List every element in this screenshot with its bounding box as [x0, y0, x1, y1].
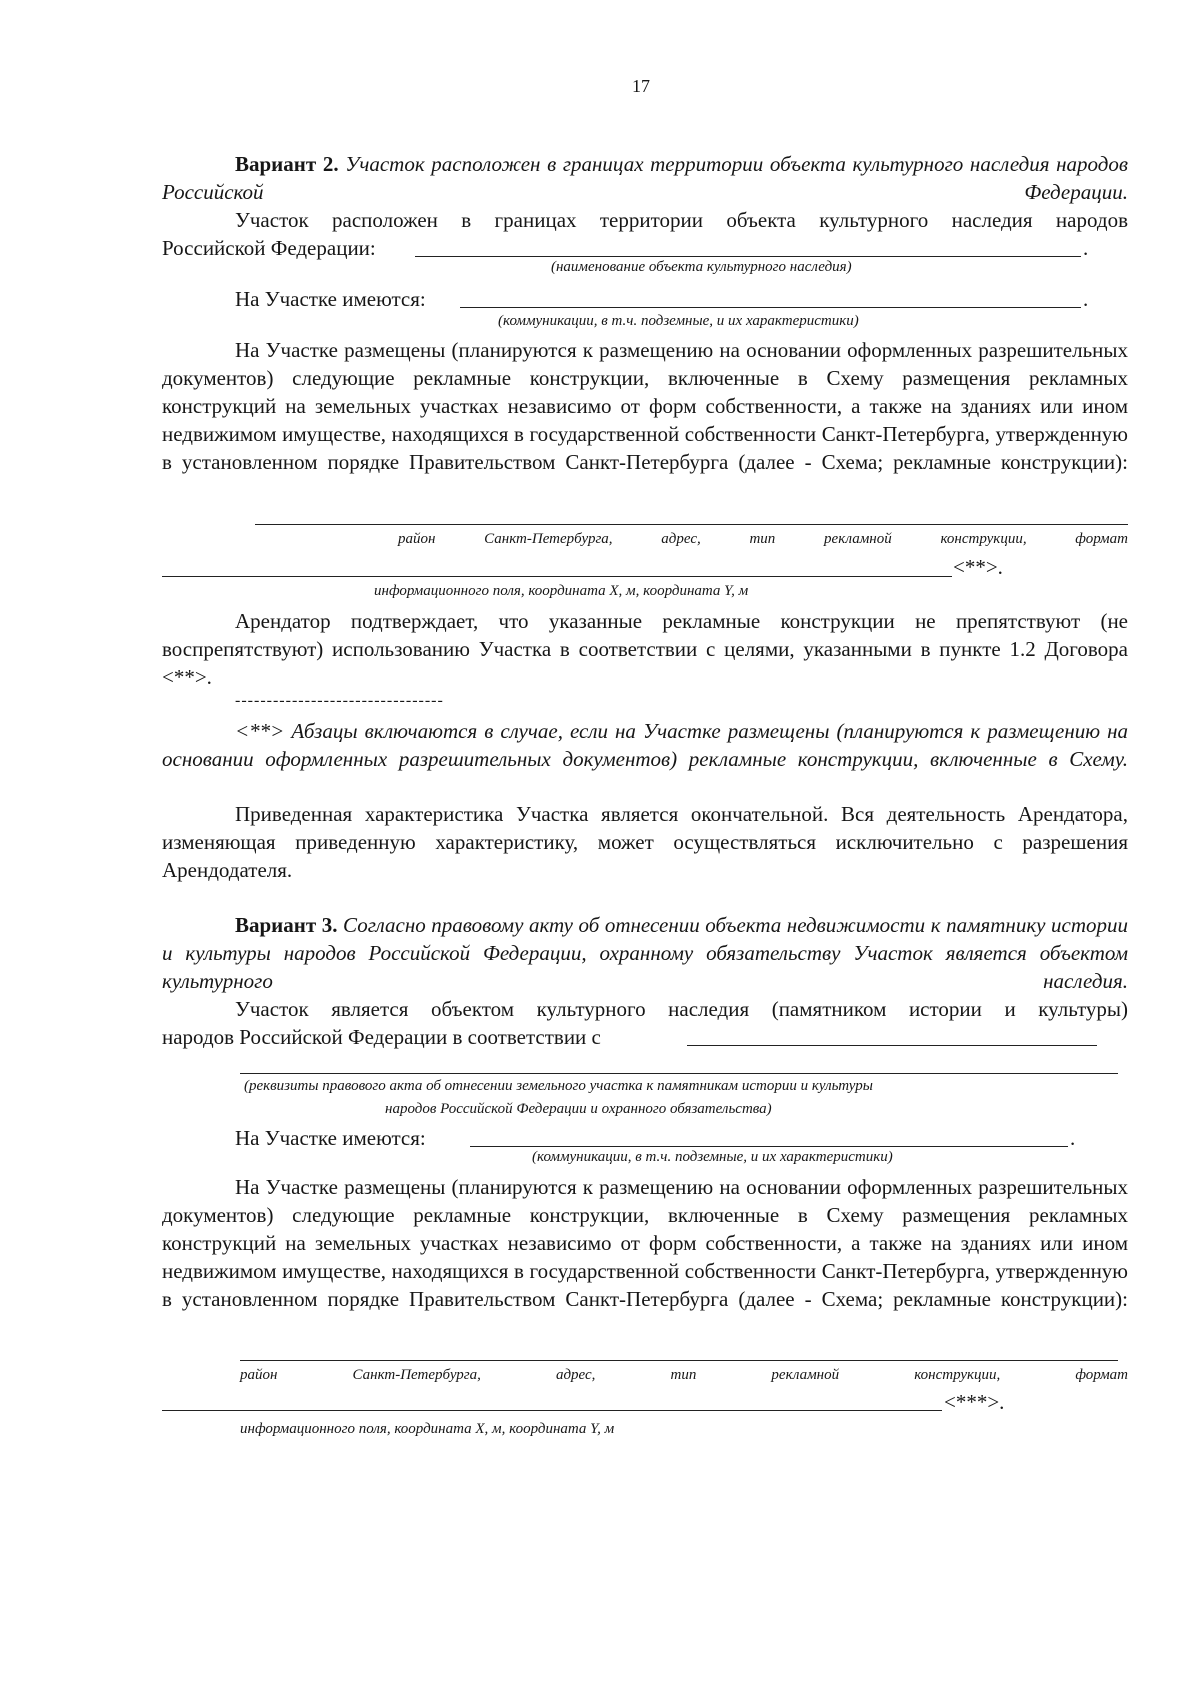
caption-communications-v2: (коммуникации, в т.ч. подземные, и их характеристики): [498, 313, 859, 329]
communications-field-v3[interactable]: [470, 1146, 1068, 1147]
variant3-cultural-line2: народов Российской Федерации в соответствии с: [162, 1025, 601, 1049]
caption-communications-v3: (коммуникации, в т.ч. подземные, и их характеристики): [532, 1149, 893, 1165]
variant3-cultural-line1: Участок является объектом культурного наследия (памятником истории и культуры): [235, 997, 1128, 1021]
variant3-label: Вариант 3.: [235, 913, 338, 937]
footnote: <**> Абзацы включаются в случае, если на Участке размещены (планируются к размещению на основании оформленных разрешительных документов) рекламные конструкции, включенные в Схему.: [162, 719, 1128, 771]
requisites-field-a[interactable]: [687, 1045, 1097, 1046]
variant3-heading: [162, 911, 1128, 995]
caption-requisites-line1: (реквизиты правового акта об отнесении земельного участка к памятникам истории и культуры: [244, 1078, 873, 1094]
object-name-field[interactable]: [415, 256, 1081, 257]
ad-structure-field-v3-b[interactable]: [162, 1410, 942, 1411]
variant2-title: Участок расположен в границах территории объекта культурного наследия народов Российской Федерации.: [162, 152, 1129, 204]
caption-object-name: (наименование объекта культурного наследия): [551, 259, 852, 275]
variant2-has-label: На Участке имеются:: [235, 287, 426, 311]
ad-structure-field-v3-a[interactable]: [240, 1360, 1118, 1361]
tenant-paragraph: Арендатор подтверждает, что указанные рекламные конструкции не препятствуют (не воспрепятствуют) использованию Участка в соответствии с целями, указанными в пункте 1.2 Договора <**>.: [162, 609, 1128, 689]
communications-field-v2[interactable]: [460, 307, 1081, 308]
variant2-location-line2: Российской Федерации:: [162, 236, 376, 260]
final-characteristic-paragraph: Приведенная характеристика Участка является окончательной. Вся деятельность Арендатора, изменяющая приведенную характеристику, может осуществляться исключительно с разрешения Арендодателя.: [162, 802, 1128, 882]
variant2-heading: [162, 150, 1128, 206]
caption-district-v2: район Санкт-Петербурга, адрес, тип рекламной конструкции, формат: [398, 531, 1128, 547]
caption-info-field-v3: информационного поля, координата X, м, координата Y, м: [240, 1421, 615, 1437]
page-number: 17: [632, 76, 650, 96]
caption-info-field-v2: информационного поля, координата X, м, координата Y, м: [374, 583, 749, 599]
ad-structure-field-v2-b[interactable]: [162, 576, 952, 577]
variant2-label: Вариант 2.: [235, 152, 339, 176]
ad-structure-field-v2-a[interactable]: [255, 524, 1128, 525]
requisites-field-b[interactable]: [240, 1073, 1118, 1074]
marker-v3: <***>.: [944, 1390, 1005, 1414]
variant3-title: Согласно правовому акту об отнесении объекта недвижимости к памятнику истории и культуры народов Российской Федерации, охранному обязательству Участок является объектом культурного наследия.: [162, 913, 1128, 993]
variant3-has-label: На Участке имеются:: [235, 1126, 426, 1150]
caption-requisites-line2: народов Российской Федерации и охранного обязательства): [385, 1101, 772, 1117]
variant2-placed-paragraph: На Участке размещены (планируются к размещению на основании оформленных разрешительных документов) следующие рекламные конструкции, включенные в Схему размещения рекламных конструкций на земельных участках независимо от форм собственности, а также на зданиях или ином недвижимом имуществе, находящихся в государственной собственности Санкт-Петербурга, утвержденную в установленном порядке Правительством Санкт-Петербурга (далее - Схема; рекламные конструкции):: [162, 338, 1128, 474]
variant2-location-line1: Участок расположен в границах территории объекта культурного наследия народов: [235, 208, 1128, 232]
document-page: 17 Вариант 2. Участок расположен в границах территории объекта культурного наследия народов Российской Федерации. Участок расположен в границах территории объекта культурного наследия народов Российской Федерации: . (наименование объекта культурного наследия) На Участке имеются: . (коммуникации, в т.ч. подземные, и их характеристики) На Участке размещены (планируются к размещению на основании оформленных разрешительных документов) следующие рекламные конструкции, включенные в Схему размещения рекламных конструкций на земельных участках независимо от форм собственности, а также на зданиях или ином недвижимом имуществе, находящихся в государственной собственности Санкт-Петербурга, утвержденную в установленном порядке Правительством Санкт-Петербурга (далее - Схема; рекламные конструкции): район Санкт-Петербурга, адрес, тип рекламной конструкции, формат <**>. информационного поля, координата X, м, координата Y, м Арендатор подтверждает, что указанные рекламные конструкции не препятствуют (не воспрепятствуют) использованию Участка в соответствии с целями, указанными в пункте 1.2 Договора <**>. --------------------------------- <**> Абзацы включаются в случае, если на Участке размещены (планируются к размещению на основании оформленных разрешительных документов) рекламные конструкции, включенные в Схему. Приведенная характеристика Участка является окончательной. Вся деятельность Арендатора, изменяющая приведенную характеристику, может осуществляться исключительно с разрешения Арендодателя. Вариант 3. Согласно правовому акту об отнесении объекта недвижимости к памятнику истории и культуры народов Российской Федерации, охранному обязательству Участок является объектом культурного наследия. Участок является объектом культурного наследия (памятником истории и культуры) народов Российской Федерации в соответствии с (реквизиты правового акта об отнесении земельного участка к памятникам истории и культуры народов Российской Федерации и охранного обязательства) На Участке имеются: . (коммуникации, в т.ч. подземные, и их характеристики) На Участке размещены (планируются к размещению на основании оформленных разрешительных документов) следующие рекламные конструкции, включенные в Схему размещения рекламных конструкций на земельных участках независимо от форм собственности, а также на зданиях или ином недвижимом имуществе, находящихся в государственной собственности Санкт-Петербурга, утвержденную в установленном порядке Правительством Санкт-Петербурга (далее - Схема; рекламные конструкции): район Санкт-Петербурга, адрес, тип рекламной конструкции, формат <***>. информационного поля, координата X, м, координата Y, м: [162, 76, 1129, 1437]
marker-v2: <**>.: [953, 555, 1003, 579]
footnote-separator: ---------------------------------: [235, 692, 444, 709]
variant3-placed-paragraph: На Участке размещены (планируются к размещению на основании оформленных разрешительных документов) следующие рекламные конструкции, включенные в Схему размещения рекламных конструкций на земельных участках независимо от форм собственности, а также на зданиях или ином недвижимом имуществе, находящихся в государственной собственности Санкт-Петербурга, утвержденную в установленном порядке Правительством Санкт-Петербурга (далее - Схема; рекламные конструкции):: [162, 1175, 1128, 1311]
caption-district-v3: район Санкт-Петербурга, адрес, тип рекламной конструкции, формат: [240, 1367, 1128, 1383]
